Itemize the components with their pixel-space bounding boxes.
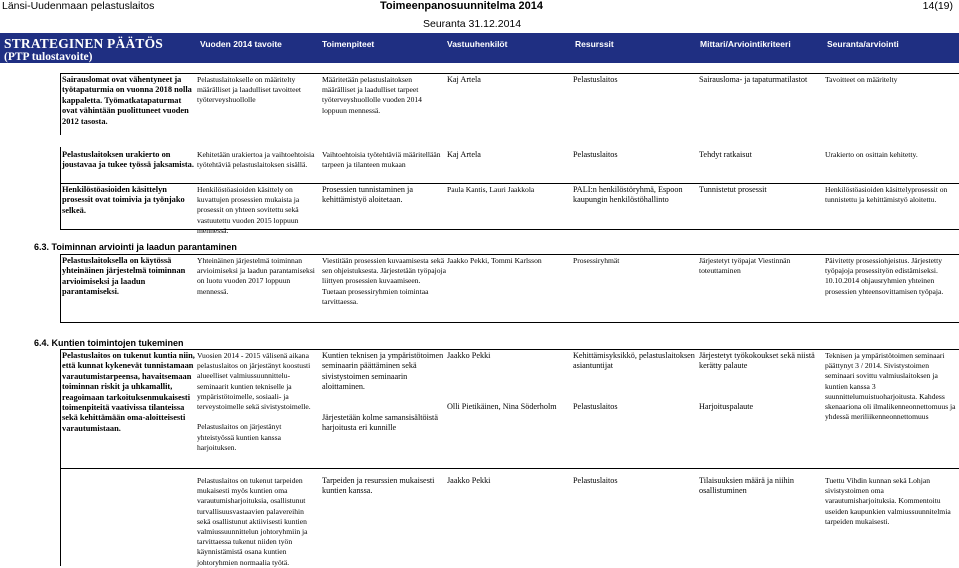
row-1-metric: Sairausloma- ja tapaturmatilastot (699, 75, 808, 84)
row-3-follow-up: Henkilöstöasioiden käsittelyprosessit on tunnistettu ja kehittämistyö aloitettu. (825, 185, 948, 205)
section-heading-6-3: 6.3. Toiminnan arviointi ja laadun parantaminen (34, 242, 237, 252)
divider (60, 73, 61, 135)
row-6-action: Tarpeiden ja resurssien mukaisesti kuntien kanssa. (322, 476, 435, 496)
divider (60, 468, 61, 566)
row-1-responsible: Kaj Artela (447, 75, 481, 84)
row-3-goal: Henkilöstöasioiden käsittely on kuvattujen prosessien mukaista ja prosessit on yhteen sovitettu sekä vastuutettu vuoden 2015 loppuun mennessä. (197, 185, 300, 235)
row-2-resources: Pelastuslaitos (573, 150, 618, 159)
row-3-action: Prosessien tunnistaminen ja kehittämistyö aloitetaan. (322, 185, 413, 205)
row-6-responsible: Jaakko Pekki (447, 476, 491, 485)
row-3-decision: Henkilöstöasioiden käsittelyn prosessit ovat toimivia ja työnjako selkeä. (62, 185, 185, 215)
row-4-responsible: Jaakko Pekki, Tommi Karlsson (447, 256, 542, 265)
column-header-goal: Vuoden 2014 tavoite (200, 39, 282, 49)
row-1-resources: Pelastuslaitos (573, 75, 618, 84)
row-5-follow-up: Teknisen ja ympäristötoimen seminaari päättynyt 3 / 2014. Sivistystoimen seminaari sovittu valmiuslaitoksen ja kuntien kanssa 3 suunnittelumuistuoharjoitusta. Kahdess skenaariona oli ilmalikenneonnettomuus ja yhdessä meriliikenneonnettomuus (825, 351, 956, 422)
row-4-resources: Prosessiryhmät (573, 256, 620, 265)
divider (60, 322, 959, 323)
divider (60, 73, 959, 74)
divider (60, 229, 959, 230)
row-5-decision: Pelastuslaitos on tukenut kuntia niin, että kunnat kykenevät tunnistamaan varautumistarpeensa, havaitsemaan toiminnan riskit ja uhkamallit, reagoimaan tarkoituksenmukaisesti toimenpiteitä vaativissa tilanteissa sekä kehittämään oma-aloitteisesti varautumistaan. (62, 351, 195, 433)
row-2-follow-up: Urakierto on osittain kehitetty. (825, 150, 918, 159)
row-2-decision: Pelastuslaitoksen urakierto on joustavaa ja tukee työssä jaksamista. (62, 150, 194, 170)
row-3-responsible: Paula Kantis, Lauri Jaakkola (447, 185, 535, 194)
row-4-follow-up: Päivitetty prosessiohjeistus. Järjestetty työpajoja prosessityön edistämiseksi. 10.10.2014 ohjausryhmien yhteinen prosessien yhteensovittamisen työpaja. (825, 256, 944, 296)
page-header (0, 0, 959, 30)
row-5-responsible: Jaakko Pekki Olli Pietikäinen, Nina Söderholm (447, 351, 557, 412)
table-header-band (0, 33, 959, 63)
row-2-responsible: Kaj Artela (447, 150, 481, 159)
row-1-action: Määritetään pelastuslaitoksen määrälliset ja laadulliset tarpeet työterveyshuollolle vuoden 2014 loppuun mennessä. (322, 75, 422, 115)
divider (60, 254, 61, 322)
section-heading-6-4: 6.4. Kuntien toimintojen tukeminen (34, 338, 184, 348)
row-5-action: Kuntien teknisen ja ympäristötoimen seminaarin päättäminen sekä sivistystoimen seminaarin aloittaminen. Järjestetään kolme samansisältöistä harjoitusta eri kunnille (322, 351, 444, 433)
divider (60, 349, 61, 468)
row-4-action: Viestitään prosessien kuvaamisesta sekä sen ohjeistuksesta. Järjestetään työpajoja liittyen prosessien kuvaamiseen. Tuetaan prosessiryhmien toimintaa tarvittaessa. (322, 256, 446, 306)
row-6-metric: Tilaisuuksien määrä ja niihin osallistuminen (699, 476, 794, 496)
band-subtitle: (PTP tulostavoite) (4, 51, 93, 63)
column-header-responsible: Vastuuhenkilöt (447, 39, 508, 49)
page-number: 14(19) (922, 0, 953, 12)
document-title: Toimeenpanosuunnitelma 2014 (380, 0, 544, 12)
row-5-metric: Järjestetyt työkokoukset sekä niistä kerätty palaute Harjoituspalaute (699, 351, 815, 412)
column-header-follow-up: Seuranta/arviointi (827, 39, 899, 49)
row-1-goal: Pelastuslaitokselle on määritelty määrälliset ja laadulliset tavoitteet työterveyshuollolle (197, 75, 301, 105)
column-header-metric: Mittari/Arviointikriteeri (700, 39, 791, 49)
divider (60, 349, 959, 350)
divider (60, 183, 61, 230)
row-2-action: Vaihtoehtoisia työtehtäviä määritellään tarpeen ja tilanteen mukaan (322, 150, 441, 170)
row-6-goal: Pelastuslaitos on tukenut tarpeiden mukaisesti myös kuntien oma varautumisharjoituksia, osallistunut turvallisuusvastaavien palavereihin sekä osallistunut aktiivisesti kuntien valmiussuunnittelun johtoryhmiin ja tarvittaessa tukenut niiden työn käynnistämistä osana kuntien johtoryhmien normaalia työtä. (197, 476, 308, 567)
divider (60, 254, 959, 255)
row-6-resources: Pelastuslaitos (573, 476, 618, 485)
row-6-follow-up: Tuettu Vihdin kunnan sekä Lohjan sivistystoimen oma varautumisharjoituksia. Kommentoitu useiden kaupunkien valmiussuunnitelmia tarpeiden mukaisesti. (825, 476, 951, 526)
row-4-decision: Pelastuslaitoksella on käytössä yhteinäinen järjestelmä toiminnan arvioimiseksi ja laadun parantamiseksi. (62, 256, 186, 297)
row-2-metric: Tehdyt ratkaisut (699, 150, 752, 159)
divider (60, 147, 61, 183)
row-2-goal: Kehitetään urakiertoa ja vaihtoehtoisia työtehtäviä pelastuslaitoksen sisällä. (197, 150, 315, 170)
band-title: STRATEGINEN PÄÄTÖS (4, 36, 164, 51)
column-header-resources: Resurssit (575, 39, 614, 49)
row-1-decision: Sairauslomat ovat vähentyneet ja työtapaturmia on vuonna 2018 nolla kappaletta. Työmatkatapaturmat ovat vähintään puolittuneet vuoden 2012 tasosta. (62, 75, 192, 126)
row-3-resources: PALI:n henkilöstöryhmä, Espoon kaupungin henkilöstöhallinto (573, 185, 683, 205)
divider (60, 468, 959, 469)
column-header-actions: Toimenpiteet (322, 39, 375, 49)
row-1-follow-up: Tavoitteet on määritelty (825, 75, 898, 84)
row-5-goal: Vuosien 2014 - 2015 välisenä aikana pelastuslaitos on järjestänyt koostusti alueelliset valmiussuunnitteluseminaarit kuntien tekniselle ja ympäristötoimelle, sosiaali- ja terveystoimelle sekä sivistystoimelle. Pelastuslaitos on järjestänyt yhteistyössä kuntien kanssa harjoituksen. (197, 351, 311, 452)
row-4-metric: Järjestetyt työpajat Viestinnän toteuttaminen (699, 256, 791, 276)
row-4-goal: Yhteinäinen järjestelmä toiminnan arvioimiseksi ja laadun parantamiseksi on luotu vuoden 2017 loppuun mennessä. (197, 256, 315, 296)
follow-up-date: Seuranta 31.12.2014 (423, 18, 522, 30)
row-5-resources: Kehittämisyksikkö, pelastuslaitoksen asiantuntijat Pelastuslaitos (573, 351, 695, 412)
organization-name: Länsi-Uudenmaan pelastuslaitos (2, 0, 155, 12)
divider (60, 183, 959, 184)
row-3-metric: Tunnistetut prosessit (699, 185, 767, 194)
